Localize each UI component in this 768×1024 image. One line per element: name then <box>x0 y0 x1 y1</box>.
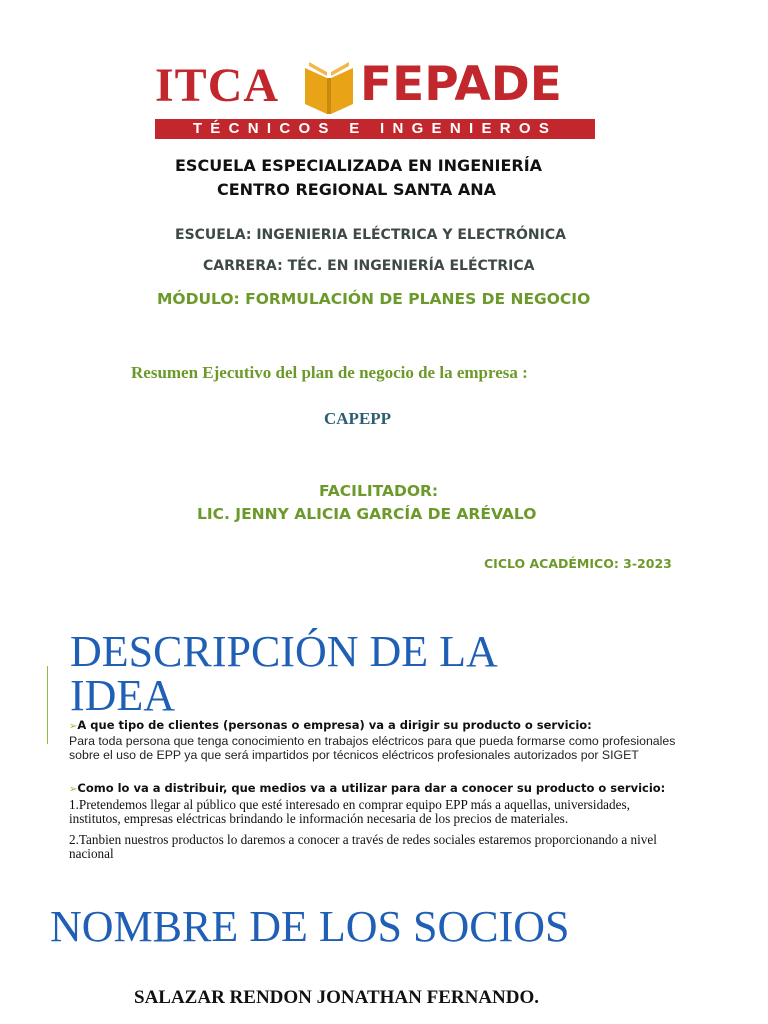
itca-fepade-logo <box>155 56 595 140</box>
carrera-line: CARRERA: TÉC. EN INGENIERÍA ELÉCTRICA <box>203 258 535 274</box>
open-book-icon <box>301 58 357 116</box>
answer-clients-line1: Para toda persona que tenga conocimiento en trabajos eléctricos para que pueda formarse como profesionales <box>69 734 676 748</box>
answer-distribution-p2 <box>69 833 759 861</box>
answer-distribution-p1-line1: 1.Pretendemos llegar al público que esté interesado en comprar equipo EPP más a aquellas, universidades, <box>69 797 630 812</box>
facilitator-label: FACILITADOR: <box>319 482 439 500</box>
arrow-bullet-icon: ➢ <box>69 721 78 732</box>
institution-line2: CENTRO REGIONAL SANTA ANA <box>217 180 497 199</box>
logo-itca-text: ITCA <box>155 59 280 112</box>
answer-distribution-p2-line1: 2.Tanbien nuestros productos lo daremos a conocer a través de redes sociales estaremos proporcionando a nivel <box>69 832 657 847</box>
section-divider-line <box>47 666 48 744</box>
summary-title: Resumen Ejecutivo del plan de negocio de la empresa : <box>131 363 528 382</box>
academic-cycle: CICLO ACADÉMICO: 3-2023 <box>484 556 672 571</box>
question-clients: ➢A que tipo de clientes (personas o empresa) va a dirigir su producto o servicio: <box>69 718 592 732</box>
facilitator-name: LIC. JENNY ALICIA GARCÍA DE ARÉVALO <box>197 505 537 523</box>
modulo-line: MÓDULO: FORMULACIÓN DE PLANES DE NEGOCIO <box>157 290 591 308</box>
partners-heading: NOMBRE DE LOS SOCIOS <box>50 902 570 951</box>
idea-heading-line1: DESCRIPCIÓN DE LA <box>70 627 498 676</box>
escuela-line: ESCUELA: INGENIERIA ELÉCTRICA Y ELECTRÓNICA <box>175 227 566 243</box>
partner-name-1: SALAZAR RENDON JONATHAN FERNANDO. <box>134 987 540 1008</box>
company-name: CAPEPP <box>324 409 392 428</box>
answer-clients <box>69 734 749 762</box>
answer-distribution-p1 <box>69 798 759 826</box>
question-distribution: ➢Como lo va a distribuir, que medios va a utilizar para dar a conocer su producto o servicio: <box>69 781 666 795</box>
logo-tagline: TÉCNICOS E INGENIEROS <box>155 119 595 139</box>
answer-clients-line2: sobre el uso de EPP ya que será impartidos por técnicos eléctricos profesionales autorizados por SIGET <box>69 748 639 762</box>
answer-distribution-p2-line2: nacional <box>69 846 114 861</box>
arrow-bullet-icon: ➢ <box>69 784 78 795</box>
idea-heading-line2: IDEA <box>70 671 176 720</box>
institution-line1: ESCUELA ESPECIALIZADA EN INGENIERÍA <box>175 156 543 175</box>
logo-fepade-text: FEPADE <box>360 57 562 112</box>
answer-distribution-p1-line2: institutos, empresas eléctricas brindando le información necesaria de los precios de materiales. <box>69 811 569 826</box>
